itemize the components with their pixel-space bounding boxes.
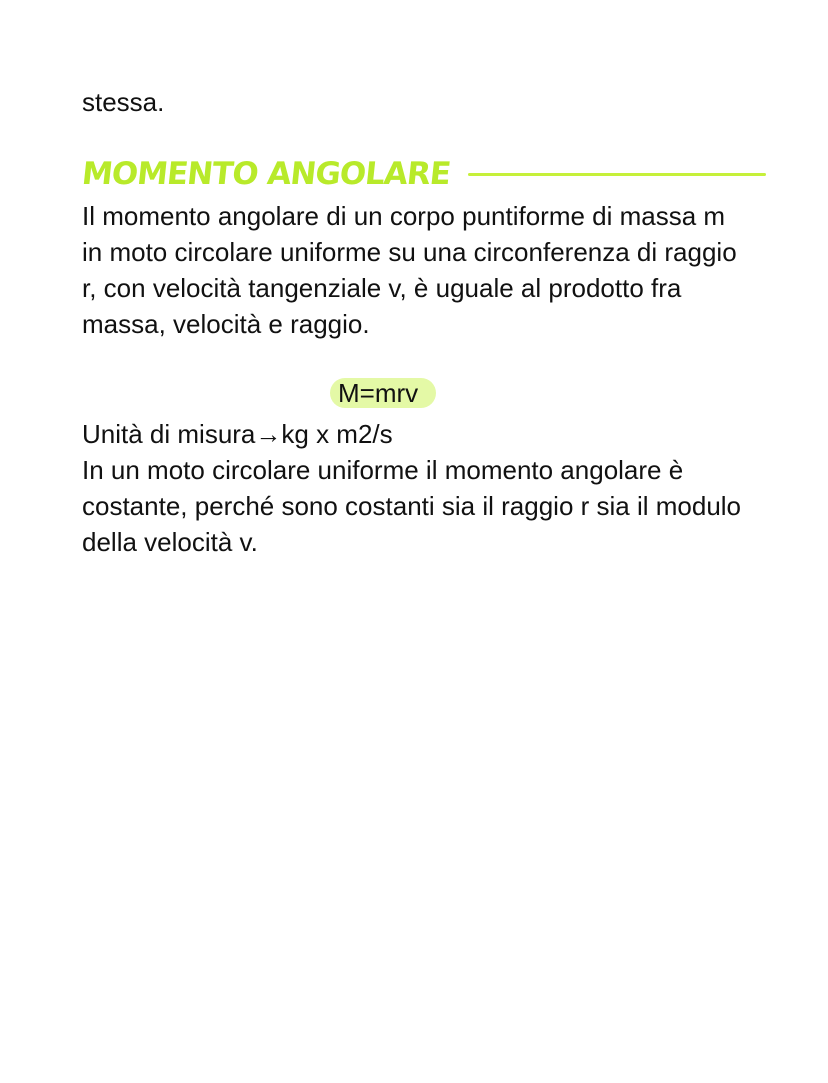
- previous-paragraph-end: stessa.: [82, 87, 165, 117]
- section-heading: MOMENTO ANGOLARE: [80, 156, 452, 192]
- formula-highlight: M=mrv: [330, 378, 436, 408]
- heading-rule: [468, 173, 766, 176]
- conservation-paragraph: In un moto circolare uniforme il momento angolare è costante, perché sono costanti sia il raggio r sia il modulo della velocità v.: [82, 455, 742, 557]
- definition-paragraph: Il momento angolare di un corpo puntiforme di massa m in moto circolare uniforme su una circonferenza di raggio r, con velocità tangenziale v, è uguale al prodotto fra massa, velocità e raggio.: [82, 201, 737, 339]
- section-header: [82, 152, 766, 196]
- formula-row: [0, 378, 828, 412]
- units-line: Unità di misura→kg x m2/s: [82, 419, 393, 449]
